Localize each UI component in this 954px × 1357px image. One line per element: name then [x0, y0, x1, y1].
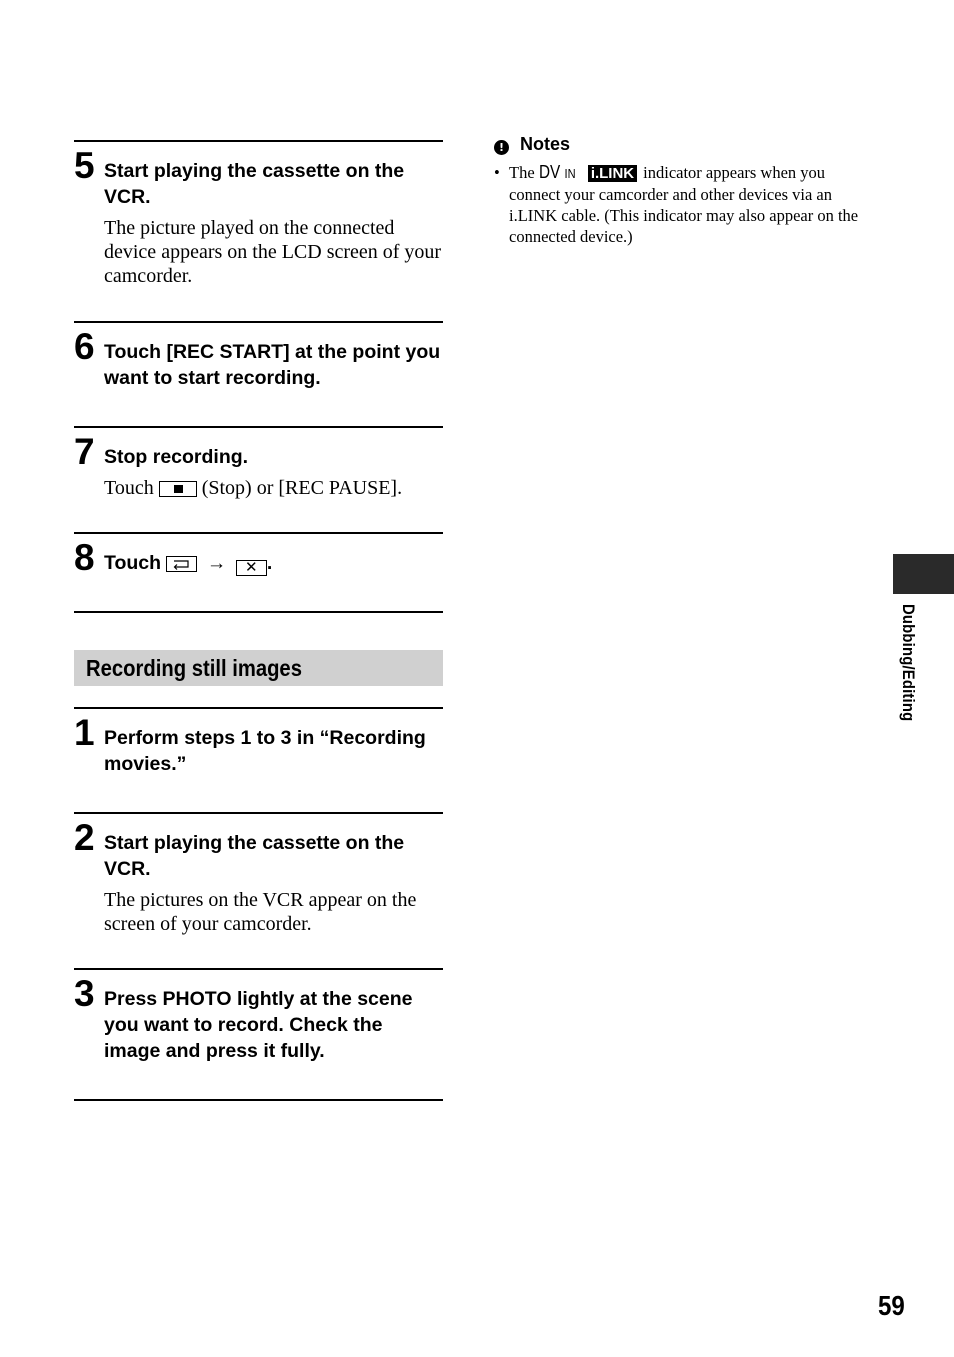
notes-icon: !: [494, 140, 509, 155]
note-text: indicator appears when you connect your camcorder and other devices via an i.LINK cable. (This indicator may also appear on the connected device.): [509, 163, 859, 246]
step-title: Stop recording.: [104, 446, 249, 468]
step-title-text: Touch: [104, 552, 162, 574]
dv-text: DV: [538, 162, 561, 182]
in-text: IN: [564, 166, 576, 181]
step-number: 3: [74, 973, 94, 1014]
notes-heading-text: Notes: [520, 134, 571, 154]
step-title: Perform steps 1 to 3 in “Recording movies.”: [104, 727, 426, 775]
step-3: [74, 970, 443, 1099]
stop-icon: [159, 481, 197, 497]
section-title: Recording still images: [86, 655, 302, 681]
ilink-logo-icon: i.LINK: [588, 165, 637, 182]
step-title: [104, 550, 443, 576]
step-7: [74, 428, 443, 532]
step-title: Press PHOTO lightly at the scene you want to record. Check the image and press it fully.: [104, 988, 413, 1062]
step-number: 1: [74, 712, 94, 753]
step-body: The picture played on the connected device appears on the LCD screen of your camcorder.: [104, 217, 442, 287]
notes-heading: [494, 132, 864, 156]
dv-in-indicator-icon: [539, 162, 576, 184]
return-icon: [166, 556, 197, 572]
step-number: 5: [74, 145, 94, 186]
chapter-label: Dubbing/Editing: [899, 604, 917, 722]
step-body: [104, 476, 443, 500]
step-title: Start playing the cassette on the VCR.: [104, 832, 405, 880]
step-2: [74, 814, 443, 968]
step-body-text: Touch: [104, 477, 154, 499]
step-number: 8: [74, 537, 94, 578]
step-body-text: (Stop) or [REC PAUSE].: [201, 477, 403, 499]
step-number: 6: [74, 326, 94, 367]
step-body: The pictures on the VCR appear on the screen of your camcorder.: [104, 889, 417, 935]
step-number: 2: [74, 817, 94, 858]
step-number: 7: [74, 431, 94, 472]
step-title: Touch [REC START] at the point you want to start recording.: [104, 341, 441, 389]
step-title-text: .: [266, 552, 273, 574]
page-number: 59: [878, 1290, 905, 1321]
step-title: Start playing the cassette on the VCR.: [104, 160, 405, 208]
step-6: [74, 323, 443, 426]
chapter-tab: [893, 554, 954, 594]
divider: [74, 611, 443, 613]
step-8: [74, 534, 443, 611]
divider: [74, 1099, 443, 1101]
close-icon: ✕: [236, 560, 267, 576]
note-text: The: [509, 163, 535, 182]
section-header: [74, 650, 443, 686]
step-1: [74, 709, 443, 812]
arrow-right-icon: →: [206, 552, 227, 574]
notes-list: [494, 162, 864, 247]
instruction-column: [74, 140, 443, 1101]
step-5: [74, 142, 443, 321]
notes-column: [494, 132, 864, 247]
note-item: [494, 162, 864, 247]
